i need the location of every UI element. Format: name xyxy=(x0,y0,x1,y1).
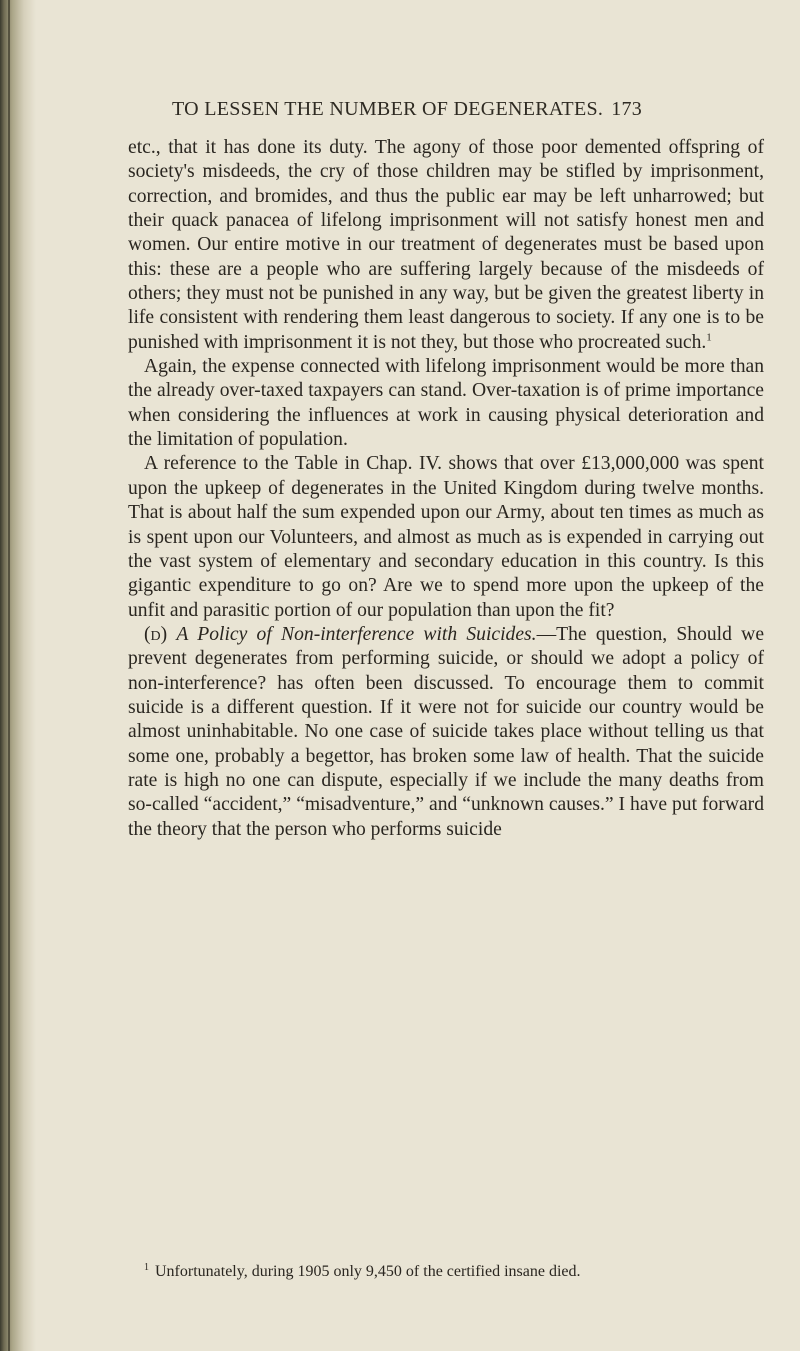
footnote xyxy=(128,1262,764,1282)
footnote-reference: 1 xyxy=(706,331,712,344)
page-binding-edge xyxy=(8,0,10,1351)
paragraph-1-text: etc., that it has done its duty. The agony of those poor demented offspring of society's misdeeds, the cry of those children may be stifled by imprisonment, correction, and bromides, and thus the public ear may be left unharrowed; but their quack panacea of lifelong imprisonment will not satisfy honest men and women. Our entire motive in our treatment of degenerates must be based upon this: these are a people who are suffering largely because of the misdeeds of others; they must not be punished in any way, but be given the greatest liberty in life consistent with rendering them least dangerous to society. If any one is to be punished with imprisonment it is not they, but those who procreated such. xyxy=(128,137,764,353)
page-number: 173 xyxy=(611,98,643,120)
paragraph-4 xyxy=(128,623,764,842)
footnote-text: Unfortunately, during 1905 only 9,450 of the certified insane died. xyxy=(155,1263,581,1280)
page-binding-shadow xyxy=(0,0,36,1351)
section-heading: A Policy of Non-interference with Suicides. xyxy=(176,623,537,645)
paragraph-2: Again, the expense connected with lifelong imprisonment would be more than the already over-taxed taxpayers can stand. Over-taxation is of prime importance when considering the influences at work in causing physical deterioration and the limitation of population. xyxy=(128,356,764,451)
paragraph-3: A reference to the Table in Chap. IV. shows that over £13,000,000 was spent upon the upkeep of degenerates in the United Kingdom during twelve months. That is about half the sum expended upon our Army, about ten times as much as is spent upon our Volunteers, and almost as much as is expended in carrying out the vast system of elementary and secondary education in this country. Is this gigantic expenditure to go on? Are we to spend more upon the upkeep of the unfit and parasitic portion of our population than upon the fit? xyxy=(128,453,764,621)
running-title: TO LESSEN THE NUMBER OF DEGENERATES. xyxy=(172,98,604,120)
section-label: (d) xyxy=(144,623,168,645)
body-text xyxy=(128,136,764,842)
paragraph-1 xyxy=(128,136,764,355)
paragraph-4-text: —The question, Should we prevent degenerates from performing suicide, or should we adopt a policy of non-interference? has often been discussed. To encourage them to commit suicide is a different question. If it were not for suicide our country would be almost uninhabitable. No one case of suicide takes place without telling us that some one, probably a begettor, has broken some law of health. That the suicide rate is high no one can dispute, especially if we include the many deaths from so-called “accident,” “misadventure,” and “unknown causes.” I have put forward the theory that the person who performs suicide xyxy=(128,623,765,840)
running-head xyxy=(172,98,772,121)
footnote-mark: 1 xyxy=(144,1261,149,1273)
